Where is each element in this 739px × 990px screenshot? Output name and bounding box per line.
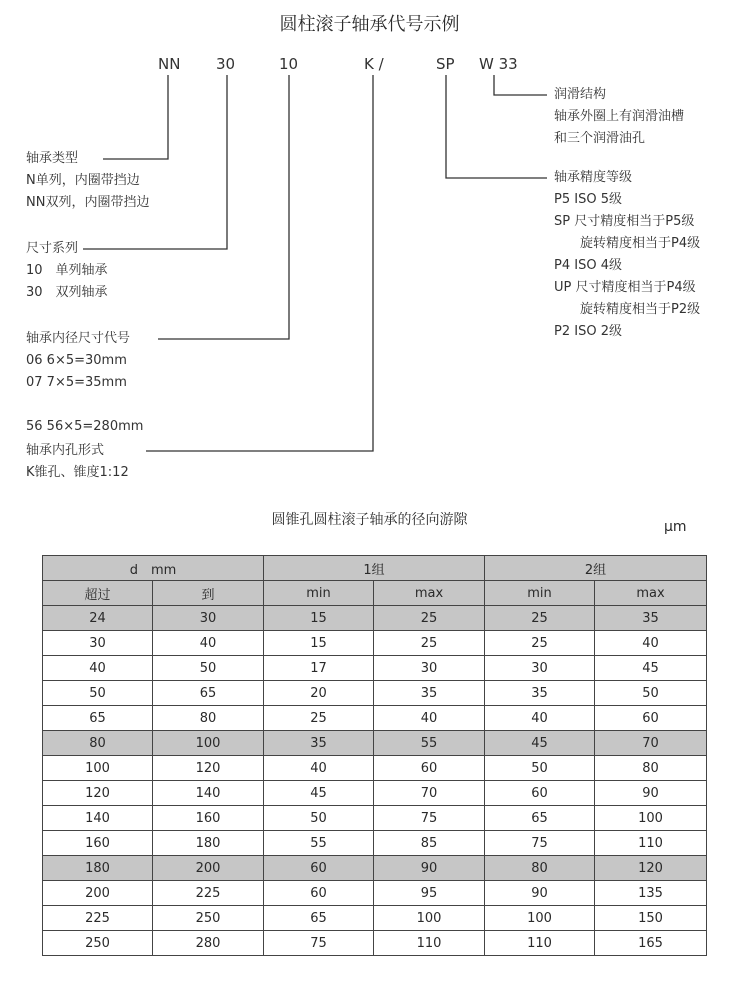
- annotation-line: 旋转精度相当于P4级: [554, 236, 701, 251]
- table-cell: 140: [43, 806, 153, 831]
- table-cell: 200: [43, 881, 153, 906]
- table-cell: 55: [264, 831, 374, 856]
- annotation-line: N单列，内圈带挡边: [26, 173, 140, 188]
- table-row: [43, 706, 707, 731]
- annotation-hole: [26, 440, 129, 484]
- table-cell: 65: [43, 706, 153, 731]
- table-cell: 15: [264, 631, 374, 656]
- header-to: 到: [153, 581, 264, 606]
- table-cell: 110: [374, 931, 485, 956]
- table-title: 圆锥孔圆柱滚子轴承的径向游隙: [271, 512, 468, 528]
- table-cell: 24: [43, 606, 153, 631]
- annotation-line: 轴承内孔形式: [26, 443, 105, 458]
- code-nn: NN: [158, 55, 181, 73]
- table-row: [43, 781, 707, 806]
- table-cell: 225: [153, 881, 264, 906]
- annotation-line: 07 7×5=35mm: [26, 375, 127, 390]
- annotation-line: 轴承外圈上有润滑油槽: [554, 109, 685, 124]
- table-cell: 45: [595, 656, 707, 681]
- annotation-line: K锥孔、锥度1:12: [26, 465, 129, 480]
- table-row: [43, 731, 707, 756]
- table-cell: 40: [374, 706, 485, 731]
- table-cell: 100: [595, 806, 707, 831]
- annotation-line: 轴承精度等级: [554, 170, 633, 185]
- table-cell: 40: [153, 631, 264, 656]
- table-cell: 45: [264, 781, 374, 806]
- table-cell: 30: [43, 631, 153, 656]
- code-k: K /: [364, 55, 384, 73]
- table-cell: 65: [264, 906, 374, 931]
- table-cell: 200: [153, 856, 264, 881]
- header-over: 超过: [43, 581, 153, 606]
- header-d-mm: d mm: [43, 556, 264, 581]
- table-unit: μm: [664, 519, 687, 535]
- leader-type: [103, 75, 168, 159]
- table-cell: 30: [153, 606, 264, 631]
- table-cell: 80: [43, 731, 153, 756]
- table-cell: 250: [43, 931, 153, 956]
- table-cell: 120: [595, 856, 707, 881]
- table-cell: 60: [264, 881, 374, 906]
- table-row: [43, 656, 707, 681]
- table-row: [43, 881, 707, 906]
- table-cell: 225: [43, 906, 153, 931]
- annotation-line: NN双列，内圈带挡边: [26, 195, 150, 210]
- table-cell: 90: [485, 881, 595, 906]
- table-cell: 20: [264, 681, 374, 706]
- table-cell: 100: [153, 731, 264, 756]
- header-group-2: 2组: [485, 556, 707, 581]
- annotation-lube: [554, 84, 684, 150]
- table-cell: 250: [153, 906, 264, 931]
- table-cell: 70: [374, 781, 485, 806]
- table-cell: 17: [264, 656, 374, 681]
- table-cell: 60: [485, 781, 595, 806]
- table-cell: 35: [264, 731, 374, 756]
- table-cell: 140: [153, 781, 264, 806]
- annotation-type: [26, 148, 149, 214]
- table-cell: 75: [264, 931, 374, 956]
- table-cell: 150: [595, 906, 707, 931]
- table-cell: 65: [485, 806, 595, 831]
- table-cell: 70: [595, 731, 707, 756]
- table-cell: 35: [485, 681, 595, 706]
- table-cell: 50: [485, 756, 595, 781]
- annotation-line: 10 单列轴承: [26, 263, 108, 278]
- annotation-series: [26, 238, 108, 304]
- table-sub-header-row: [43, 581, 707, 606]
- annotation-line: 尺寸系列: [26, 241, 79, 256]
- leader-lube: [494, 75, 547, 95]
- table-cell: 180: [153, 831, 264, 856]
- annotation-precision: [554, 167, 700, 343]
- annotation-line: P2 ISO 2级: [554, 324, 622, 339]
- table-cell: 85: [374, 831, 485, 856]
- table-cell: 25: [485, 606, 595, 631]
- table-cell: 55: [374, 731, 485, 756]
- code-sp: SP: [436, 55, 455, 73]
- table-cell: 90: [595, 781, 707, 806]
- page-title: 圆柱滚子轴承代号示例: [279, 14, 460, 35]
- table-cell: 120: [43, 781, 153, 806]
- table-cell: 180: [43, 856, 153, 881]
- annotation-line: 和三个润滑油孔: [554, 131, 646, 146]
- table-cell: 25: [485, 631, 595, 656]
- table-cell: 60: [595, 706, 707, 731]
- table-cell: 35: [374, 681, 485, 706]
- table-row: [43, 856, 707, 881]
- table-cell: 160: [43, 831, 153, 856]
- table-cell: 30: [485, 656, 595, 681]
- table-row: [43, 681, 707, 706]
- header-g1-min: min: [264, 581, 374, 606]
- table-cell: 25: [374, 631, 485, 656]
- code-w33: W 33: [479, 55, 518, 73]
- annotation-line: 旋转精度相当于P2级: [554, 302, 701, 317]
- annotation-bore: [26, 328, 143, 438]
- code-30: 30: [216, 55, 236, 73]
- table-cell: 50: [43, 681, 153, 706]
- table-cell: 45: [485, 731, 595, 756]
- clearance-table: [42, 555, 707, 956]
- table-cell: 40: [595, 631, 707, 656]
- table-row: [43, 931, 707, 956]
- table-cell: 50: [595, 681, 707, 706]
- annotation-line: P5 ISO 5级: [554, 192, 622, 207]
- table-cell: 280: [153, 931, 264, 956]
- annotation-line: 轴承类型: [26, 151, 79, 166]
- header-g2-max: max: [595, 581, 707, 606]
- table-cell: 50: [264, 806, 374, 831]
- annotation-line: SP 尺寸精度相当于P5级: [554, 214, 695, 229]
- table-cell: 90: [374, 856, 485, 881]
- annotation-line: P4 ISO 4级: [554, 258, 622, 273]
- table-cell: 100: [374, 906, 485, 931]
- annotation-line: 06 6×5=30mm: [26, 353, 127, 368]
- leader-hole: [146, 75, 373, 451]
- table-cell: 30: [374, 656, 485, 681]
- table-cell: 40: [485, 706, 595, 731]
- table-row: [43, 906, 707, 931]
- table-cell: 100: [485, 906, 595, 931]
- table-cell: 110: [595, 831, 707, 856]
- header-g2-min: min: [485, 581, 595, 606]
- table-cell: 100: [43, 756, 153, 781]
- table-cell: 60: [264, 856, 374, 881]
- table-cell: 50: [153, 656, 264, 681]
- table-cell: 135: [595, 881, 707, 906]
- table-group-header-row: [43, 556, 707, 581]
- leader-precision: [446, 75, 547, 178]
- table-cell: 120: [153, 756, 264, 781]
- table-cell: 25: [264, 706, 374, 731]
- table-cell: 110: [485, 931, 595, 956]
- table-cell: 75: [485, 831, 595, 856]
- table-cell: 80: [485, 856, 595, 881]
- table-row: [43, 831, 707, 856]
- annotation-line: 润滑结构: [554, 87, 607, 102]
- table-cell: 65: [153, 681, 264, 706]
- annotation-line: [26, 394, 143, 416]
- table-row: [43, 606, 707, 631]
- table-cell: 80: [153, 706, 264, 731]
- table-cell: 15: [264, 606, 374, 631]
- table-cell: 95: [374, 881, 485, 906]
- table-cell: 75: [374, 806, 485, 831]
- table-row: [43, 756, 707, 781]
- table-cell: 80: [595, 756, 707, 781]
- annotation-line: 轴承内径尺寸代号: [26, 331, 131, 346]
- header-g1-max: max: [374, 581, 485, 606]
- annotation-line: UP 尺寸精度相当于P4级: [554, 280, 696, 295]
- leader-bore: [158, 75, 289, 339]
- table-cell: 165: [595, 931, 707, 956]
- header-group-1: 1组: [264, 556, 485, 581]
- annotation-line: 30 双列轴承: [26, 285, 108, 300]
- table-cell: 35: [595, 606, 707, 631]
- table-cell: 40: [264, 756, 374, 781]
- table-cell: 40: [43, 656, 153, 681]
- table-cell: 160: [153, 806, 264, 831]
- table-row: [43, 631, 707, 656]
- table-cell: 60: [374, 756, 485, 781]
- table-cell: 25: [374, 606, 485, 631]
- annotation-line: 56 56×5=280mm: [26, 419, 144, 434]
- code-10: 10: [279, 55, 299, 73]
- table-row: [43, 806, 707, 831]
